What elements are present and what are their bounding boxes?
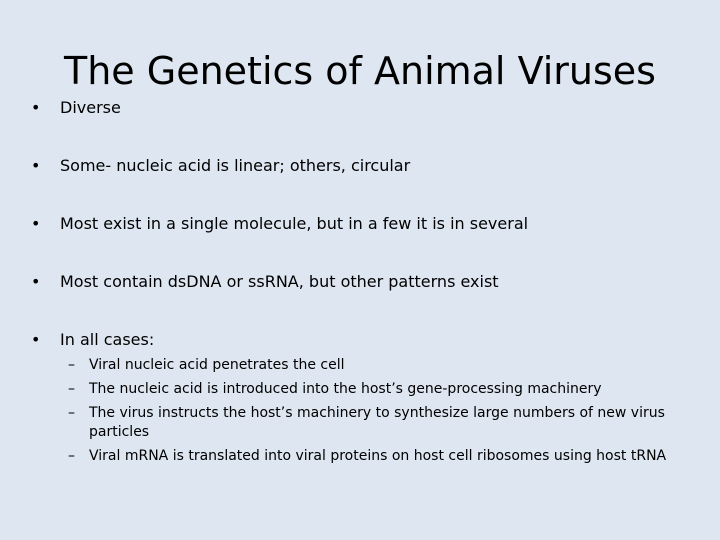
bullet-list	[31, 97, 701, 471]
dash-icon: –	[68, 357, 75, 373]
bullet-icon: •	[31, 156, 41, 175]
bullet-icon: •	[31, 98, 41, 117]
bullet-icon: •	[31, 272, 41, 291]
sub-bullet-item	[60, 356, 669, 375]
dash-icon: –	[68, 405, 75, 421]
bullet-text: Diverse	[60, 98, 121, 117]
bullet-item	[31, 155, 701, 177]
bullet-icon: •	[31, 214, 41, 233]
sub-bullet-item	[60, 447, 669, 466]
slide-title: The Genetics of Animal Viruses	[64, 49, 656, 93]
bullet-item	[31, 97, 701, 119]
bullet-item	[31, 213, 701, 235]
sub-bullet-item	[60, 380, 669, 399]
bullet-text: Most contain dsDNA or ssRNA, but other patterns exist	[60, 272, 499, 291]
sub-bullet-text: Viral mRNA is translated into viral proteins on host cell ribosomes using host tRNA	[89, 448, 667, 464]
bullet-icon: •	[31, 330, 41, 349]
bullet-text: Some- nucleic acid is linear; others, circular	[60, 156, 411, 175]
dash-icon: –	[68, 448, 75, 464]
sub-bullet-item	[60, 404, 669, 442]
sub-bullet-list	[60, 356, 701, 466]
bullet-item	[31, 271, 701, 293]
sub-bullet-text: The virus instructs the host’s machinery to synthesize large numbers of new virus particles	[89, 405, 665, 440]
sub-bullet-text: The nucleic acid is introduced into the host’s gene-processing machinery	[89, 381, 602, 397]
bullet-item	[31, 329, 701, 466]
bullet-text: Most exist in a single molecule, but in a few it is in several	[60, 214, 529, 233]
dash-icon: –	[68, 381, 75, 397]
bullet-text: In all cases:	[60, 330, 155, 349]
sub-bullet-text: Viral nucleic acid penetrates the cell	[89, 357, 345, 373]
